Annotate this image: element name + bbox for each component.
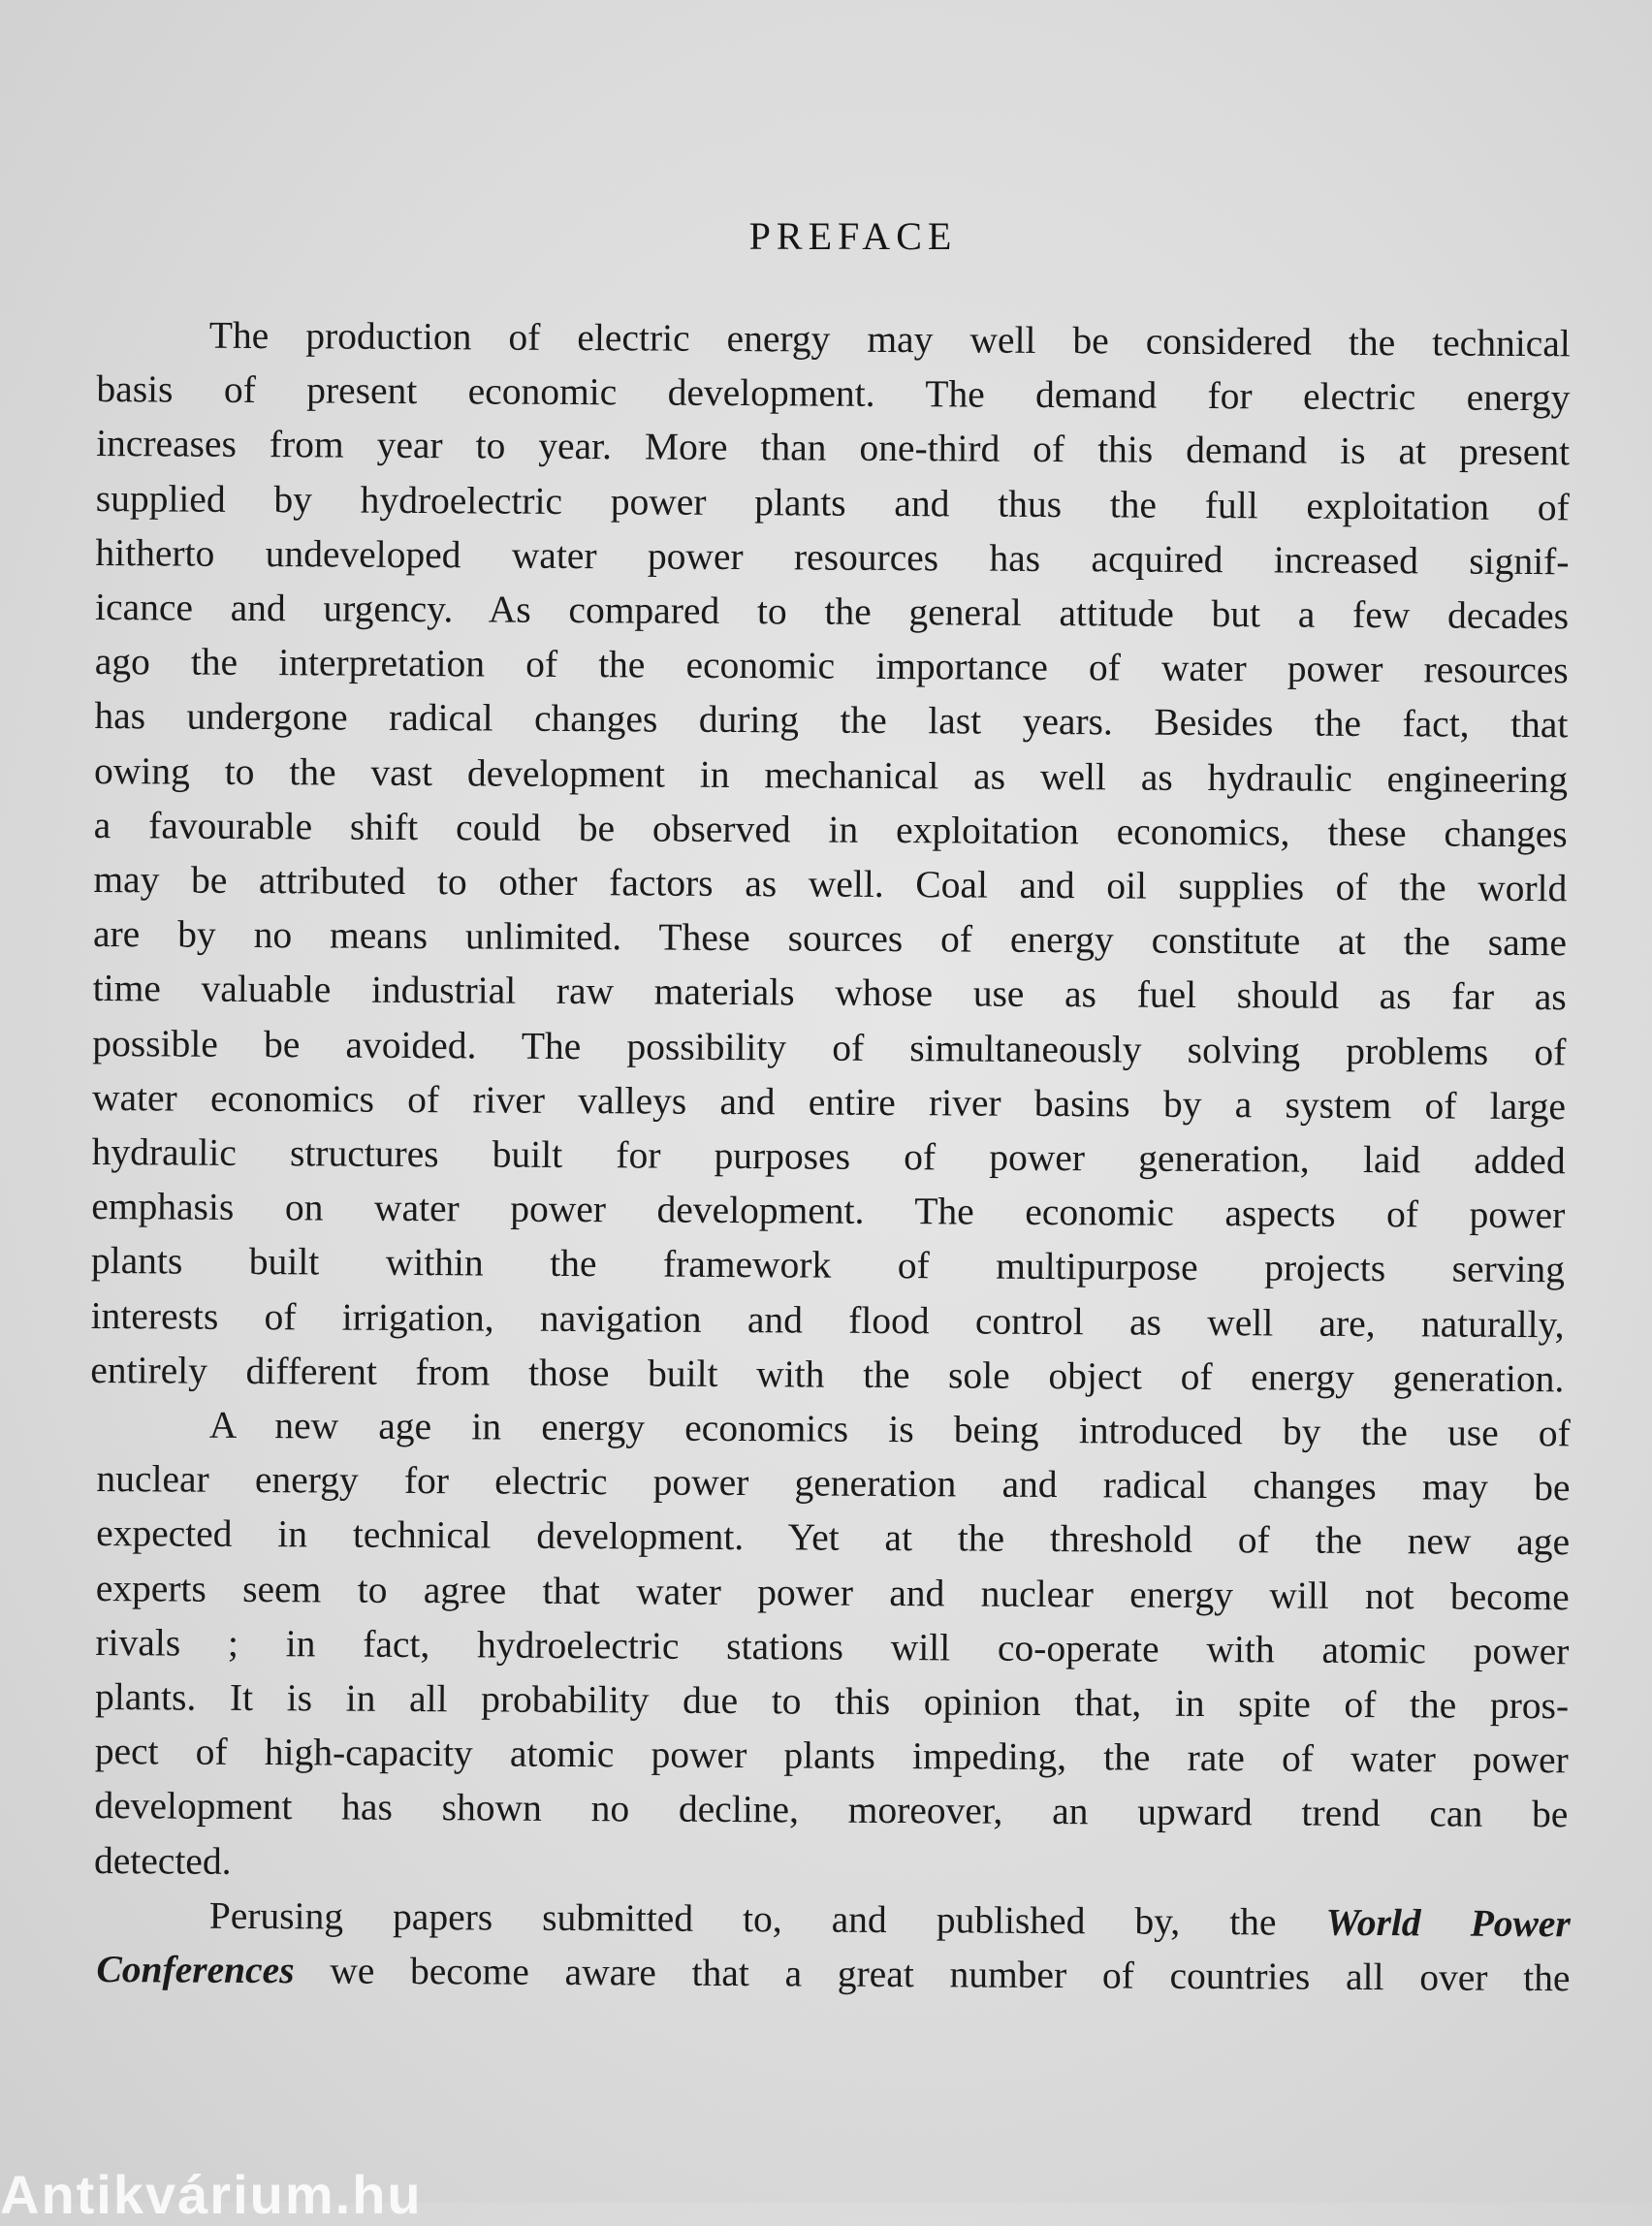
text-line: interests of irrigation, navigation and flood control as well are, naturally, [90, 1293, 1565, 1346]
text-line: expected in technical development. Yet at the threshold of the new age [96, 1511, 1571, 1564]
italic-title: World Power [1325, 1900, 1571, 1946]
text-run: Perusing papers submitted to, and published by, the [208, 1893, 1326, 1944]
text-line: plants built within the framework of multipurpose projects serving [90, 1239, 1566, 1291]
text-line: ago the interpretation of the economic importance of water power resources [94, 640, 1569, 692]
watermark: Antikvárium.hu [0, 2164, 423, 2225]
text-line: owing to the vast development in mechanical as well as hydraulic engineering [93, 748, 1569, 801]
paragraph-1 [90, 307, 1571, 1406]
text-line: development has shown no decline, moreover, an upward trend can be [94, 1784, 1569, 1836]
page-title: PREFACE [748, 214, 958, 258]
text-line: increases from year to year. More than one-third of this demand is at present [96, 422, 1571, 474]
text-line: rivals ; in fact, hydroelectric stations will co-operate with atomic power [95, 1620, 1570, 1673]
text-line: pect of high-capacity atomic power plants impeding, the rate of water power [94, 1730, 1569, 1782]
text-line: supplied by hydroelectric power plants and thus the full exploitation of [95, 476, 1570, 528]
italic-title: Conferences [96, 1948, 295, 1992]
text-line: possible be avoided. The possibility of simultaneously solving problems of [92, 1021, 1567, 1073]
text-line: a favourable shift could be observed in exploitation economics, these changes [93, 803, 1568, 856]
paragraph-3 [96, 1888, 1571, 2006]
text-line: are by no means unlimited. These sources of energy constitute at the same [92, 912, 1568, 965]
text-line: icance and urgency. As compared to the general attitude but a few decades [94, 586, 1570, 638]
text-line: nuclear energy for electric power generation and radical changes may be [96, 1457, 1571, 1510]
text-line: time valuable industrial raw materials whose use as fuel should as far as [92, 967, 1567, 1019]
text-line: entirely different from those built with the sole object of energy generation. [90, 1348, 1565, 1401]
text-line [97, 1888, 1571, 1951]
text-line: The production of electric energy may well be considered the technical [208, 313, 1571, 366]
paragraph-2 [94, 1397, 1571, 1896]
text-line [96, 1942, 1570, 2005]
text-line: basis of present economic development. The demand for electric energy [96, 367, 1571, 420]
text-line: experts seem to agree that water power and nuclear energy will not become [95, 1566, 1570, 1618]
text-line: may be attributed to other factors as well. Coal and oil supplies of the world [93, 858, 1568, 910]
text-line: hydraulic structures built for purposes of power generation, laid added [91, 1130, 1566, 1183]
text-line: has undergone radical changes during the last years. Besides the fact, that [94, 694, 1569, 747]
text-line: A new age in energy economics is being introduced by the use of [208, 1403, 1571, 1455]
text-line: detected. [93, 1838, 232, 1883]
text-line: hitherto undeveloped water power resources has acquired increased signif- [95, 530, 1570, 584]
text-line: plants. It is in all probability due to this opinion that, in spite of the pros- [94, 1675, 1570, 1728]
text-run: we become aware that a great number of countries all over the [294, 1949, 1571, 2000]
text-line: water economics of river valleys and entire river basins by a system of large [91, 1075, 1567, 1129]
text-line: emphasis on water power development. The economic aspects of power [91, 1185, 1566, 1237]
book-page [90, 213, 1571, 2000]
